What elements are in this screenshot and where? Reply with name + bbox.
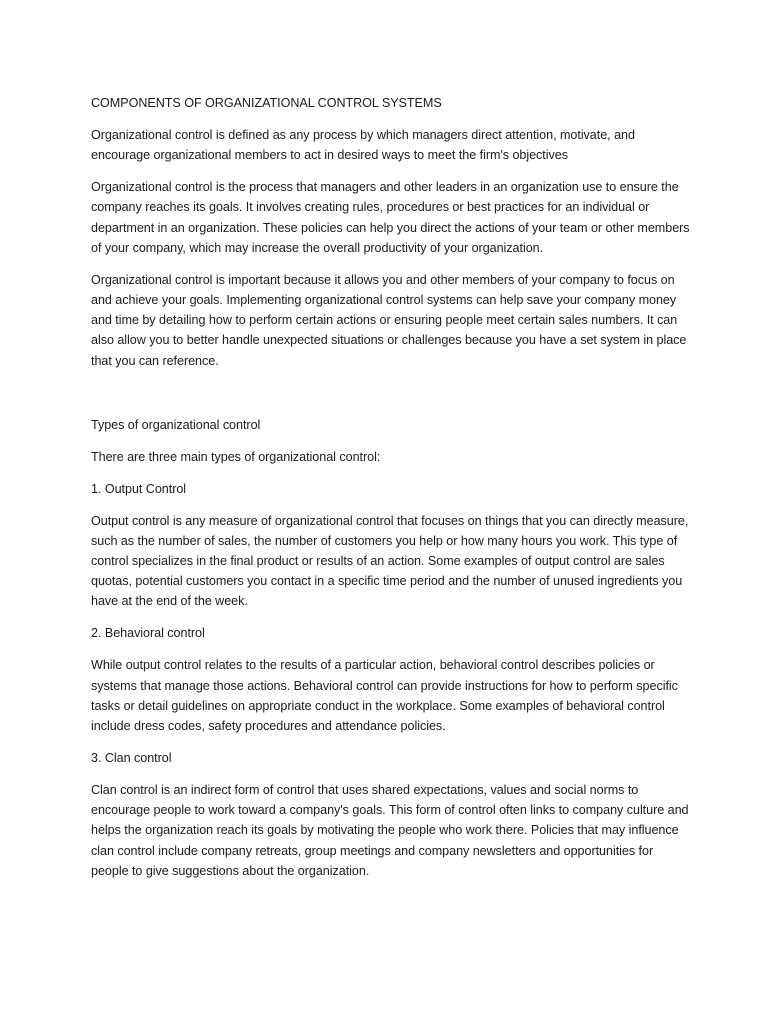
- intro-paragraph-importance: Organizational control is important because it allows you and other members of your company to focus on and achieve your goals. Implementing organizational control systems can help save your company money and time by detailing how to perform certain actions or ensuring people meet certain sales numbers. It can also allow you to better handle unexpected situations or challenges because you have a set system in place that you can reference.: [91, 272, 687, 368]
- section-heading-behavioral-control: 2. Behavioral control: [91, 626, 205, 641]
- intro-paragraph-definition: Organizational control is defined as any process by which managers direct attention, motivate, and encourage organizational members to act in desired ways to meet the firm's objectives: [91, 128, 635, 163]
- document-title: COMPONENTS OF ORGANIZATIONAL CONTROL SYSTEMS: [91, 96, 442, 110]
- section-body-output-control: Output control is any measure of organizational control that focuses on things that you can directly measure, such as the number of sales, the number of customers you help or how many hours you work. This type of control specializes in the final product or results of an action. Some examples of output control are sales quotas, potential customers you contact in a specific time period and the number of unused ingredients you have at the end of the week.: [91, 513, 689, 609]
- section-heading-clan-control: 3. Clan control: [91, 751, 172, 766]
- types-heading: Types of organizational control: [91, 417, 261, 432]
- document-body: [91, 93, 691, 893]
- types-intro: There are three main types of organizational control:: [91, 449, 381, 464]
- section-body-clan-control: Clan control is an indirect form of control that uses shared expectations, values and social norms to encourage people to work toward a company's goals. This form of control often links to company culture and helps the organization reach its goals by motivating the people who work there. Policies that may influence clan control include company retreats, group meetings and company newsletters and opportunities for people to give suggestions about the organization.: [91, 783, 689, 878]
- section-spacer: [91, 383, 691, 415]
- intro-paragraph-process: Organizational control is the process that managers and other leaders in an organization use to ensure the company reaches its goals. It involves creating rules, procedures or best practices for an individual or department in an organization. These policies can help you direct the actions of your team or other members of your company, which may increase the overall productivity of your organization.: [91, 180, 690, 255]
- section-body-behavioral-control: While output control relates to the results of a particular action, behavioral control describes policies or systems that manage those actions. Behavioral control can provide instructions for how to perform specific tasks or detail guidelines on appropriate conduct in the workplace. Some examples of behavioral control include dress codes, safety procedures and attendance policies.: [91, 658, 678, 734]
- section-heading-output-control: 1. Output Control: [91, 481, 187, 496]
